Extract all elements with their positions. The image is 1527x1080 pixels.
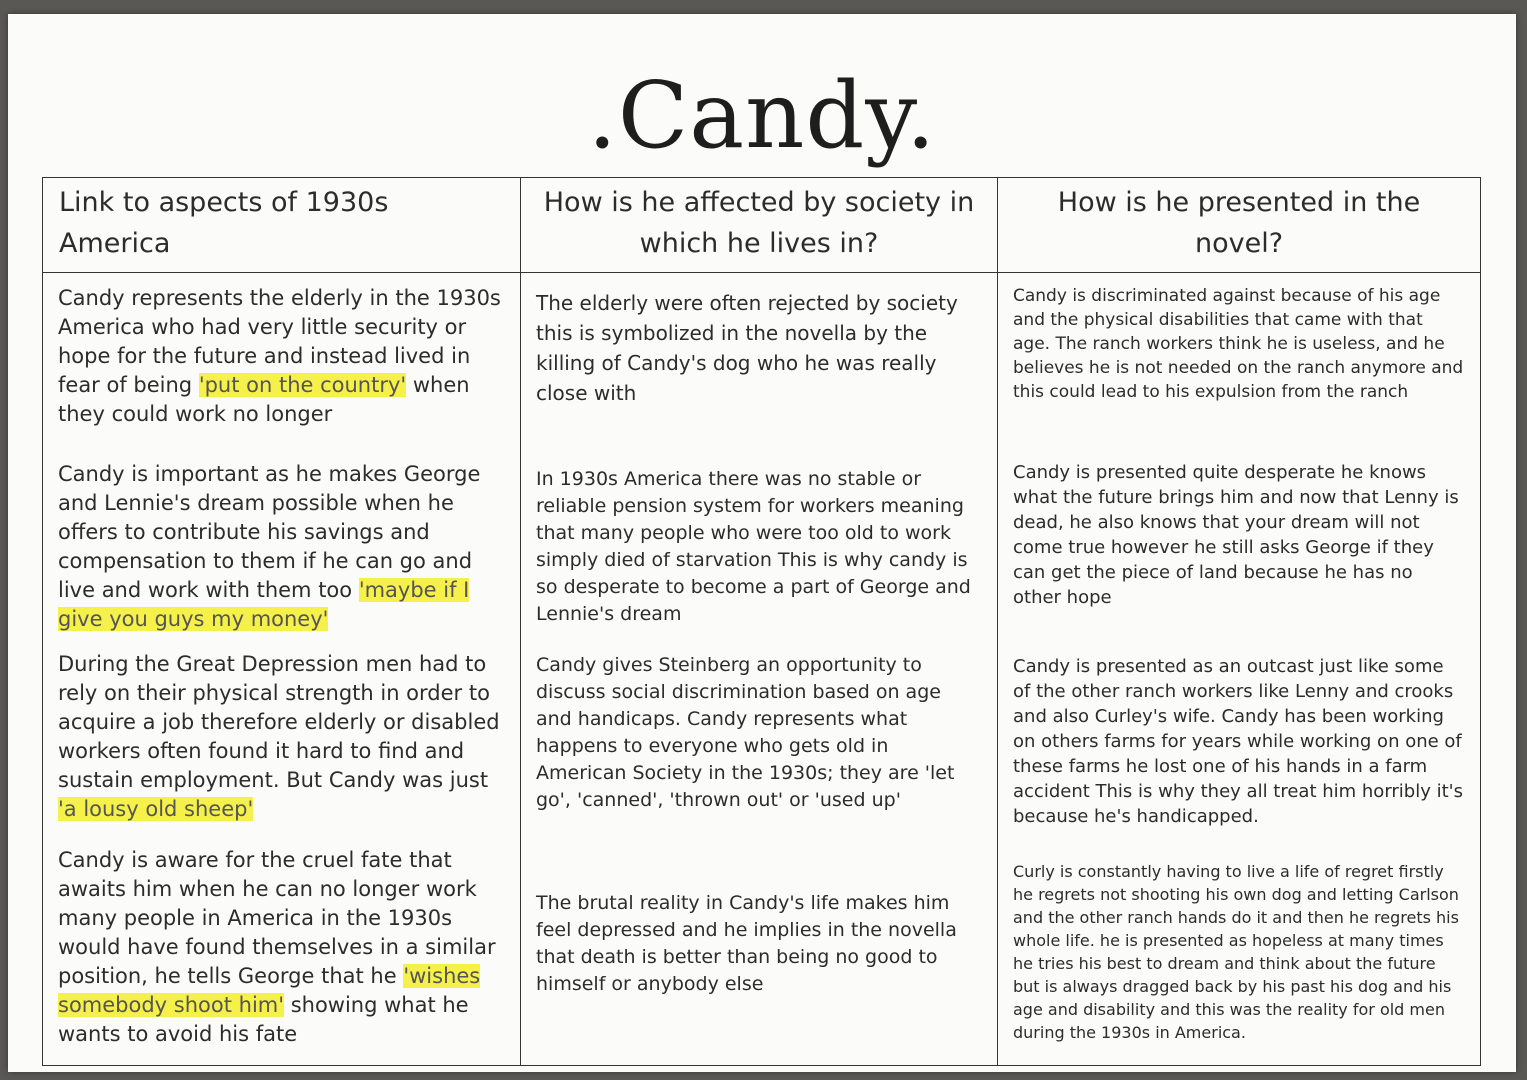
col3-block-2: Candy is presented quite desperate he knows what the future brings him and now that Lenny is dead, he also knows that your dream will not come true however he still asks George if they can get the piece of land because he has no other hope [1013,462,1459,608]
page-title: .Candy. [587,62,937,169]
col2-block-2: In 1930s America there was no stable or reliable pension system for workers meaning that many people who were too old to work simply died of starvation This is why candy is so desperate to become a part of George and Lennie's dream [536,468,971,625]
col1-block-1: Candy represents the elderly in the 1930s America who had very little security or hope for the future and instead lived in fear of being 'put on the country' when they could work no longer [58,286,501,426]
col2-block-4: The brutal reality in Candy's life makes him feel depressed and he implies in the novella that death is better than being no good to himself or anybody else [536,892,957,995]
header-1930s-america: Link to aspects of 1930s America [43,178,521,273]
col2-block-3: Candy gives Steinberg an opportunity to discuss social discrimination based on age and handicaps. Candy represents what happens to everyone who gets old in American Society in the 1930s; they are 'let go', 'canned', 'thrown out' or 'used up' [536,654,955,811]
col-presentation [998,273,1481,1066]
col-society-effect [521,273,998,1066]
quote-highlight: 'maybe if I give you guys my money' [58,578,470,631]
worksheet-paper [8,14,1516,1072]
col2-block-1: The elderly were often rejected by society this is symbolized in the novella by the killing of Candy's dog who he was really close with [536,291,958,405]
quote-highlight: 'put on the country' [198,373,407,397]
quote-highlight: 'a lousy old sheep' [58,797,254,821]
character-table [42,177,1481,1066]
quote-highlight: 'wishes somebody shoot him' [58,964,481,1017]
col3-block-1: Candy is discriminated against because of his age and the physical disabilities that came with that age. The ranch workers think he is useless, and he believes he is not needed on the ranch anymore and this could lead to his expulsion from the ranch [1013,286,1464,402]
header-row [43,178,1481,273]
body-row [43,273,1481,1066]
col1-block-2: Candy is important as he makes George and Lennie's dream possible when he offers to contribute his savings and compensation to them if he can go and live and work with them too 'maybe if I give you guys my money' [58,462,481,631]
col3-block-4: Curly is constantly having to live a life of regret firstly he regrets not shooting his own dog and letting Carlson and the other ranch hands do it and then he regrets his whole life. he is presented as hopeless at many times he tries his best to dream and think about the future but is always dragged back by his past his dog and his age and disability and this was the reality for old men during the 1930s in America. [1013,862,1459,1042]
col1-block-3: During the Great Depression men had to rely on their physical strength in order to acquire a job therefore elderly or disabled workers often found it hard to find and sustain employment. But Candy was just 'a lousy old sheep' [58,652,500,821]
col-1930s-america [43,273,521,1066]
col1-block-4: Candy is aware for the cruel fate that awaits him when he can no longer work many people in America in the 1930s would have found themselves in a similar position, he tells George that he 'wishes somebody shoot him' showing what he wants to avoid his fate [58,848,496,1046]
header-society-effect: How is he affected by society in which he lives in? [521,178,998,273]
col3-block-3: Candy is presented as an outcast just like some of the other ranch workers like Lenny and crooks and also Curley's wife. Candy has been working on others farms for years while working on one of these farms he lost one of his hands in a farm accident This is why they all treat him horribly it's because he's handicapped. [1013,656,1463,827]
header-presentation: How is he presented in the novel? [998,178,1481,273]
